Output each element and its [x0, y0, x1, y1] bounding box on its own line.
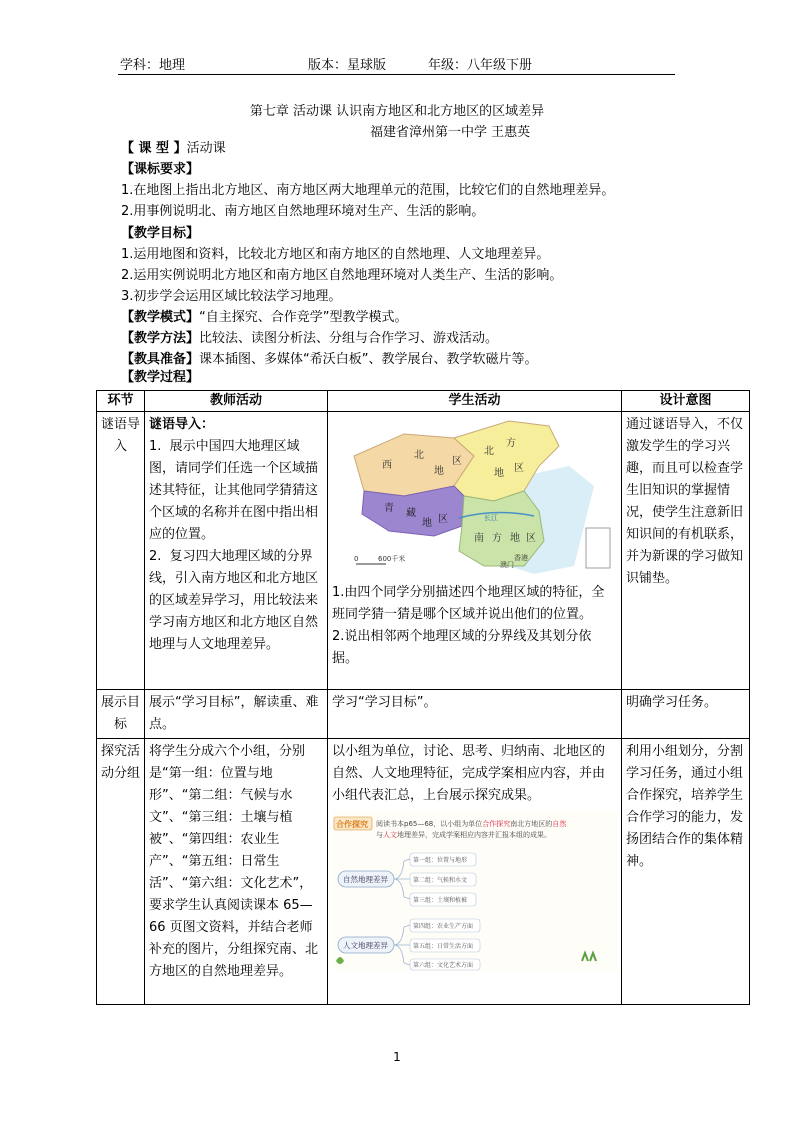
region-south [459, 491, 544, 566]
curriculum-item-2: 2.用事例说明北、南方地区自然地理环境对生产、生活的影响。 [121, 204, 485, 219]
lesson-type-label: 【 课 型 】 [121, 141, 187, 156]
svg-text:自然地理差异: 自然地理差异 [343, 875, 388, 884]
svg-text:第二组：气候和水文: 第二组：气候和水文 [413, 877, 468, 884]
teacher-cell: 展示“学习目标”，解读重、难点。 [145, 690, 328, 739]
header-teacher: 教师活动 [145, 391, 328, 412]
teaching-prep: 【教具准备】课本插图、多媒体“希沃白板”、教学展台、教学软磁片等。 [121, 352, 538, 367]
svg-text:与人文地理差异，完成学案相应内容并汇报本组的成果。: 与人文地理差异，完成学案相应内容并汇报本组的成果。 [376, 831, 551, 839]
svg-text:区: 区 [526, 533, 536, 544]
svg-text:地: 地 [422, 518, 432, 529]
svg-text:第一组：位置与地形: 第一组：位置与地形 [413, 857, 468, 864]
svg-text:第三组：土壤和植被: 第三组：土壤和植被 [413, 897, 468, 904]
svg-text:方: 方 [492, 533, 502, 544]
intent-cell: 明确学习任务。 [622, 690, 750, 739]
header-student: 学生活动 [328, 391, 622, 412]
page-number: 1 [393, 1050, 401, 1064]
table-header-row [97, 391, 750, 412]
svg-text:合作探究: 合作探究 [336, 820, 368, 829]
teacher-subtitle: 谜语导入： [149, 417, 215, 432]
student-cell [328, 739, 622, 1005]
svg-text:600千米: 600千米 [378, 555, 406, 563]
student-cell: 学习“学习目标”。 [328, 690, 622, 739]
teaching-mode: 【教学模式】“自主探究、合作竞学”型教学模式。 [121, 310, 408, 325]
objectives-label: 【教学目标】 [121, 226, 200, 241]
china-regions-map [334, 416, 614, 576]
teacher-text: 1. 展示中国四大地理区域图，请同学们任选一个区域描述其特征，让其他同学猜猜这个区域的名称并在图中指出相应的位置。 2. 复习四大地理区域的分界线，引入南方地区和北方地区的区域差异学习，用比较法来学习南方地区和北方地区自然地理与人文地理差异。 [149, 439, 319, 652]
svg-text:地: 地 [494, 468, 504, 479]
student-text: 1.由四个同学分别描述四个地理区域的特征，全班同学猜一猜是哪个区域并说出他们的位置。 2.说出相邻两个地理区域的分界线及其划分依据。 [332, 585, 605, 666]
svg-text:第四组：农业生产方面: 第四组：农业生产方面 [413, 923, 474, 930]
stage-cell: 探究活动分组 [97, 739, 145, 1005]
svg-text:北: 北 [414, 450, 424, 461]
header-subject: 学科：地理 [120, 58, 186, 73]
svg-text:区: 区 [452, 456, 462, 467]
svg-text:青: 青 [384, 503, 394, 514]
objective-item-2: 2.运用实例说明北方地区和南方地区自然地理环境对人类生产、生活的影响。 [121, 268, 563, 283]
svg-text:人文地理差异: 人文地理差异 [343, 941, 388, 950]
intent-cell: 通过谜语导入，不仅激发学生的学习兴趣，而且可以检查学生旧知识的掌握情况，使学生注意新旧知识间的有机联系，并为新课的学习做知识铺垫。 [622, 412, 750, 690]
student-cell [328, 412, 622, 690]
svg-text:0: 0 [354, 555, 359, 563]
document-author: 福建省漳州第一中学 王惠英 [370, 125, 531, 140]
svg-text:藏: 藏 [406, 508, 416, 519]
svg-text:南: 南 [474, 533, 484, 544]
stage-cell: 谜语导入 [97, 412, 145, 690]
teaching-method: 【教学方法】比较法、读图分析法、分组与合作学习、游戏活动。 [121, 331, 499, 346]
table-row [97, 739, 750, 1005]
lesson-type [121, 139, 226, 159]
table-row [97, 412, 750, 690]
student-text: 以小组为单位，讨论、思考、归纳南、北地区的自然、人文地理特征，完成学案相应内容，并由小组代表汇总，上台展示探究成果。 [332, 744, 606, 803]
lesson-type-value: 活动课 [186, 141, 226, 156]
svg-text:区: 区 [438, 514, 448, 525]
svg-text:区: 区 [514, 463, 524, 474]
svg-text:第六组：文化艺术方面: 第六组：文化艺术方面 [413, 962, 474, 969]
svg-text:地: 地 [434, 466, 444, 477]
process-table [96, 390, 750, 1005]
header-intent: 设计意图 [622, 391, 750, 412]
header-edition: 版本：星球版 [308, 58, 387, 73]
svg-text:长江: 长江 [484, 514, 498, 522]
header-stage: 环节 [97, 391, 145, 412]
svg-text:香港: 香港 [514, 554, 528, 562]
svg-text:地: 地 [510, 533, 520, 544]
svg-text:第五组：日常生活方面: 第五组：日常生活方面 [413, 943, 474, 950]
page-header [118, 52, 675, 75]
objective-item-3: 3.初步学会运用区域比较法学习地理。 [121, 289, 342, 304]
header-grade: 年级：八年级下册 [428, 58, 533, 73]
teacher-cell: 将学生分成六个小组，分别是“第一组：位置与地形”、“第二组：气候与水文”、“第三组：土壤与植被”、“第四组：农业生产”、“第五组：日常生活”、“第六组：文化艺术”，要求学生认真阅读课本 65—66 页图文资料，并结合老师补充的图片，分组探究南、北方地区的自然地理差异。 [145, 739, 328, 1005]
svg-text:阅读书本p65—68，以小组为单位合作探究南北方地区的自然: 阅读书本p65—68，以小组为单位合作探究南北方地区的自然 [376, 820, 567, 828]
svg-text:西: 西 [382, 460, 392, 471]
curriculum-item-1: 1.在地图上指出北方地区、南方地区两大地理单元的范围，比较它们的自然地理差异。 [121, 183, 615, 198]
svg-text:北: 北 [484, 446, 494, 457]
group-assignment-slide [332, 811, 617, 971]
svg-text:澳门: 澳门 [500, 561, 514, 569]
intent-cell: 利用小组划分，分割学习任务，通过小组合作探究，培养学生合作学习的能力，发扬团结合作的集体精神。 [622, 739, 750, 1005]
teacher-cell [145, 412, 328, 690]
curriculum-label: 【课标要求】 [121, 162, 200, 177]
process-label: 【教学过程】 [121, 370, 200, 385]
document-title: 第七章 活动课 认识南方地区和北方地区的区域差异 [249, 104, 545, 119]
stage-cell: 展示目标 [97, 690, 145, 739]
svg-text:方: 方 [506, 438, 516, 449]
table-row [97, 690, 750, 739]
objective-item-1: 1.运用地图和资料，比较北方地区和南方地区的自然地理、人文地理差异。 [121, 247, 550, 262]
